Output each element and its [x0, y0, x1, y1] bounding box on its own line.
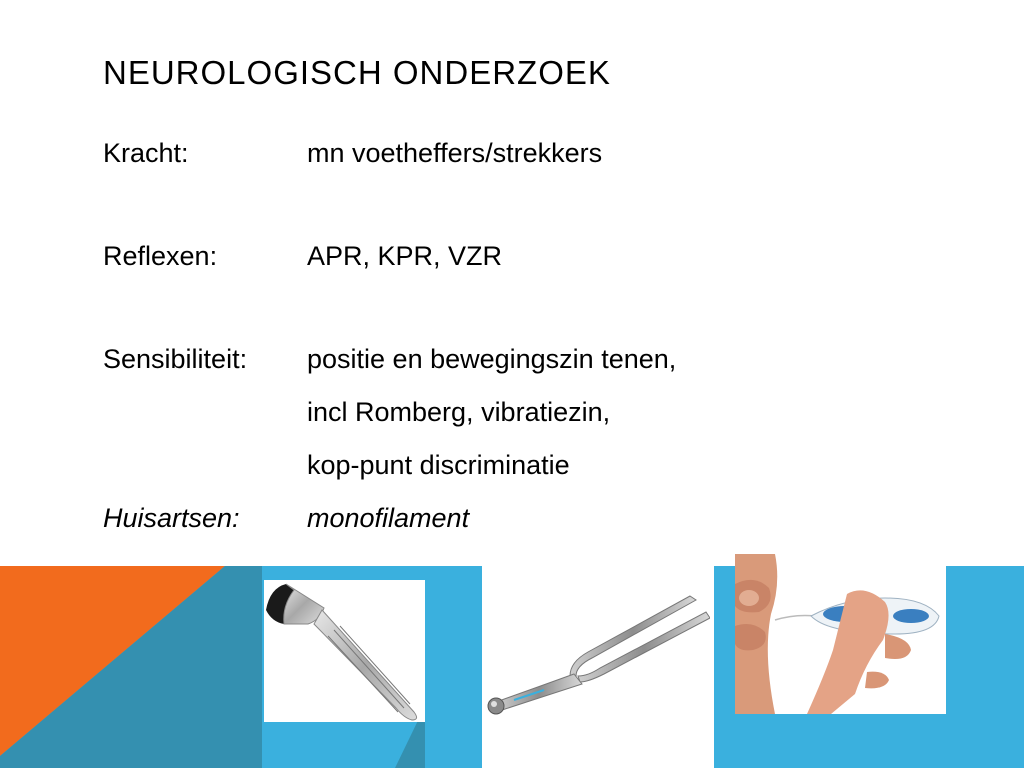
value-sensibiliteit-1: positie en bewegingszin tenen, [307, 344, 677, 374]
tuning-fork-image [484, 592, 710, 720]
label-kracht: Kracht: [103, 138, 189, 168]
value-reflexen: APR, KPR, VZR [307, 241, 503, 271]
label-huisartsen: Huisartsen: [103, 503, 240, 533]
reflex-hammer-icon [264, 580, 425, 722]
value-huisartsen: monofilament [307, 503, 470, 533]
reflex-hammer-image [264, 580, 425, 722]
value-sensibiliteit-2: incl Romberg, vibratiezin, [307, 397, 611, 427]
value-sensibiliteit-3: kop-punt discriminatie [307, 450, 570, 480]
monofilament-image [735, 554, 946, 714]
label-sensibiliteit: Sensibiliteit: [103, 344, 248, 374]
label-reflexen: Reflexen: [103, 241, 218, 271]
monofilament-icon [735, 554, 946, 714]
value-kracht: mn voetheffers/strekkers [307, 138, 603, 168]
tuning-fork-icon [484, 592, 710, 720]
slide-title: NEUROLOGISCH ONDERZOEK [103, 54, 611, 91]
